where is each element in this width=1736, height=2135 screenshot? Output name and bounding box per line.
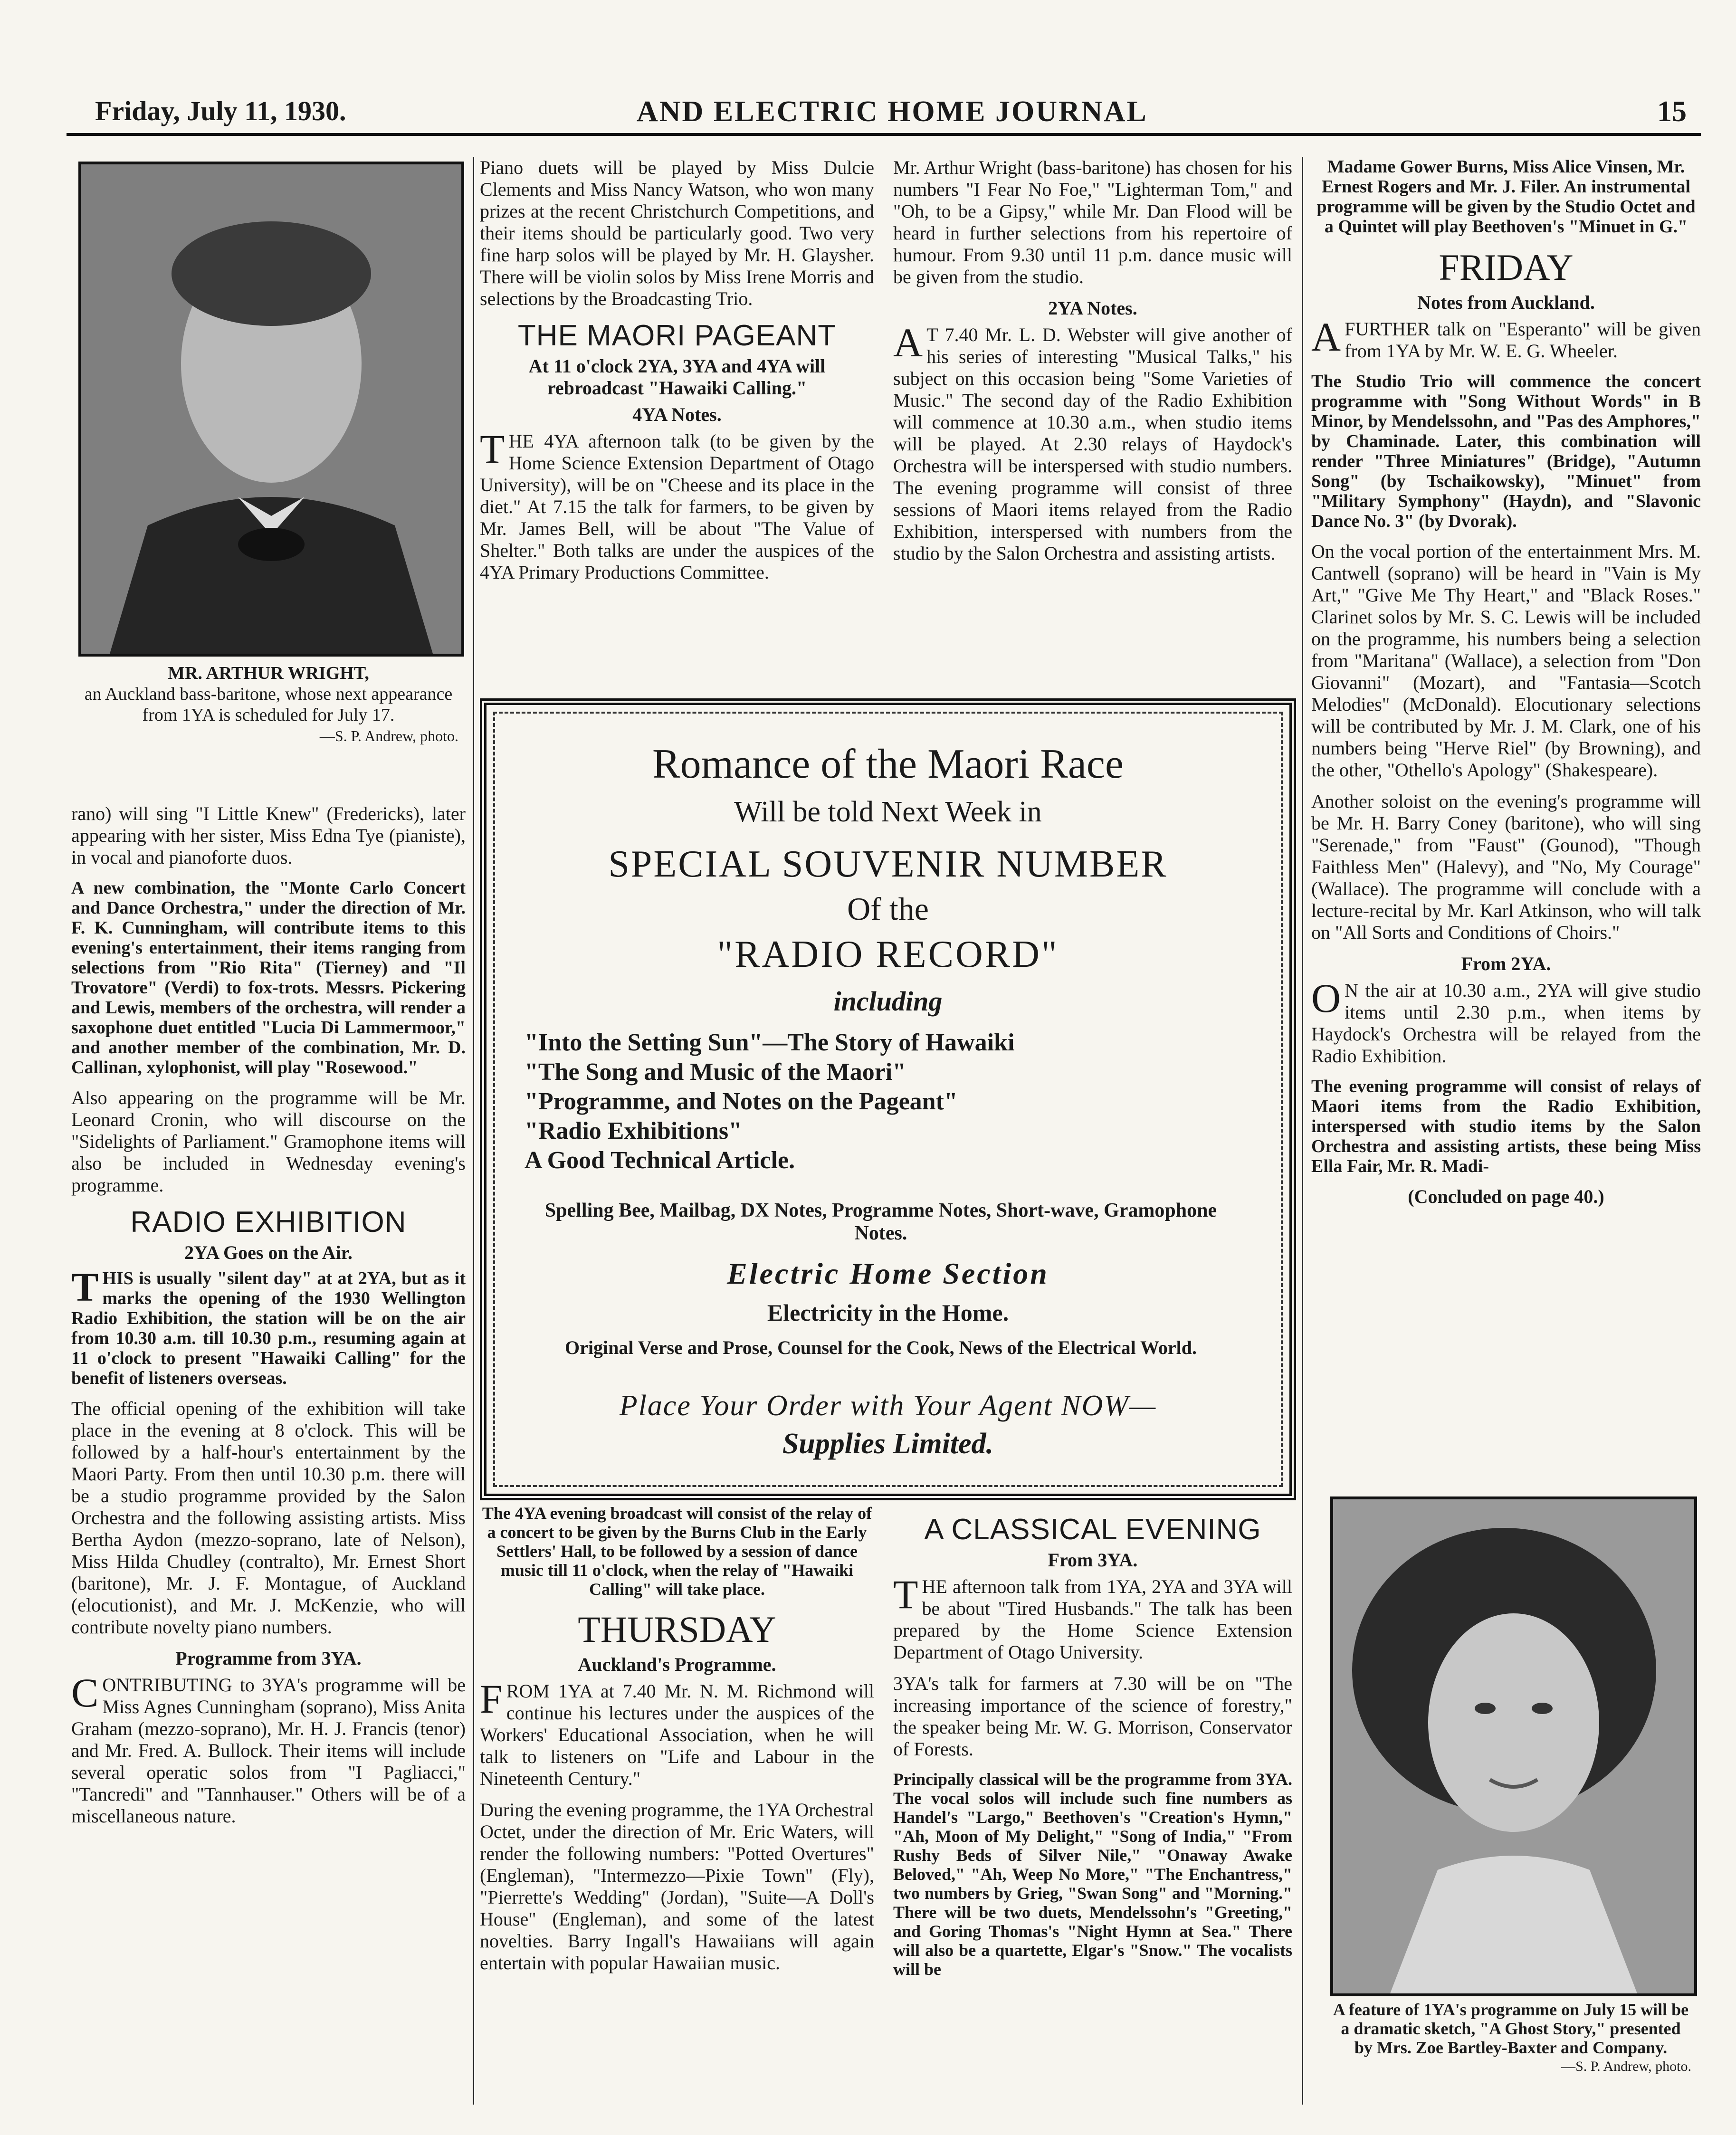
portrait-zoe-bartley-baxter [1330, 1496, 1697, 1996]
column-rule [473, 157, 474, 2105]
issue-date: Friday, July 11, 1930. [95, 95, 346, 126]
column-3-top [893, 157, 1292, 574]
portrait-arthur-wright [78, 162, 464, 657]
paragraph: Madame Gower Burns, Miss Alice Vinsen, Mr. Ernest Rogers and Mr. J. Filer. An instrumental programme will be given by the Studio Octet and a Quintet will play Beethoven's "Minuet in G." [1316, 157, 1696, 237]
subheading: 2YA Notes. [1048, 297, 1137, 319]
paragraph: THE 4YA afternoon talk (to be given by the Home Science Extension Department of Otago University), will be on "Cheese and its place in the diet." At 7.15 the talk for farmers, to be given by Mr. James Bell, will be about "The Value of Shelter." Both talks are under the auspices of the 4YA Primary Productions Committee. [480, 426, 874, 583]
caption-text: an Auckland bass-baritone, whose next appearance from 1YA is scheduled for July 17. [84, 684, 453, 725]
column-3-bottom [893, 1513, 1292, 1988]
caption-name: MR. ARTHUR WRIGHT, [168, 663, 369, 683]
portrait-image [1333, 1499, 1694, 1993]
ad-of-the: Of the [847, 891, 929, 927]
ad-order-line: Place Your Order with Your Agent NOW— [619, 1390, 1157, 1422]
subheading: From 3YA. [1048, 1549, 1138, 1571]
paragraph: CONTRIBUTING to 3YA's programme will be Miss Agnes Cunningham (soprano), Miss Anita Graham (mezzo-soprano), Mr. H. J. Francis (tenor) and Mr. Fred. A. Bullock. Their items will include several operatic solos from "I Pagliacci," "Tancredi" and "Tannhauser." Others will be of a miscellaneous nature. [71, 1670, 466, 1827]
ad-item: "Radio Exhibitions" [525, 1117, 742, 1144]
column-1 [71, 803, 466, 1837]
paragraph: 3YA's talk for farmers at 7.30 will be on "The increasing importance of the science of forestry," the speaker being Mr. W. G. Morrison, Conservator of Forests. [893, 1673, 1292, 1760]
ad-radio-record: "RADIO RECORD" [717, 934, 1059, 975]
continuation-note: (Concluded on page 40.) [1408, 1186, 1604, 1207]
paragraph: THE afternoon talk from 1YA, 2YA and 3YA will be about "Tired Husbands." The talk has been prepared by the Home Science Extension Department of Otago University. [893, 1572, 1292, 1663]
subheading: Auckland's Programme. [578, 1654, 776, 1675]
ad-contents-list [525, 1028, 1237, 1175]
section-heading: RADIO EXHIBITION [130, 1206, 407, 1239]
paragraph: The Studio Trio will commence the concert programme with "Song Without Words" in B Minor, by Mendelssohn, and "Pas des Amphores," by Chaminade. Later, this combination will render "Three Miniatures" (Bridge), "Autumn Song" (by Tschaikowsky), "Minuet" from "Military Symphony" (Haydn), and "Slavonic Dance No. 3" (by Dvorak). [1311, 372, 1701, 531]
subheading: At 11 o'clock 2YA, 3YA and 4YA will rebroadcast "Hawaiki Calling." [528, 355, 826, 399]
subheading: Programme from 3YA. [175, 1648, 362, 1669]
paragraph: Piano duets will be played by Miss Dulcie Clements and Miss Nancy Watson, who won many prizes at the recent Christchurch Competitions, and their items should be particularly good. Two very fine harp solos will be played by Mr. H. Glaysher. There will be violin solos by Miss Irene Morris and selections by the Broadcasting Trio. [480, 157, 874, 309]
paragraph: The evening programme will consist of relays of Maori items from the Radio Exhibition, interspersed with studio items by the Salon Orchestra and assisting artists, these being Miss Ella Fair, Mr. R. Madi- [1311, 1077, 1701, 1176]
section-heading: FRIDAY [1439, 247, 1574, 288]
paragraph: Another soloist on the evening's programme will be Mr. H. Barry Coney (baritone), who will sing "Serenade," from "Faust" (Gounod), "Though Faithless Men" (Halevy), and "No, My Courage" (Wallace). The programme will conclude with a lecture-recital by Mr. Karl Atkinson, who will talk on "All Sorts and Conditions of Choirs." [1311, 791, 1701, 943]
paragraph: FROM 1YA at 7.40 Mr. N. M. Richmond will continue his lectures under the auspices of the Workers' Educational Association, when he will talk to listeners on "Life and Labour in the Nineteenth Century." [480, 1676, 874, 1789]
ad-electric-home-section: Electric Home Section [727, 1257, 1049, 1290]
ad-item: A Good Technical Article. [525, 1147, 795, 1174]
section-heading: THURSDAY [578, 1609, 776, 1650]
ad-including: including [833, 986, 943, 1017]
page-number: 15 [1657, 95, 1687, 128]
paragraph: Principally classical will be the programme from 3YA. The vocal solos will include such fine numbers as Handel's "Largo," Beethoven's "Creation's Hymn," "Ah, Moon of My Delight," "Song of India," "From Rushy Beds of Silver Nile," "Onaway Awake Beloved," "Ah, Weep No More," "The Enchantress," two numbers by Grieg, "Swan Song" and "Morning." There will be two duets, Mendelssohn's "Greeting," and Goring Thomas's "Night Hymn at Sea." There will also be a quartette, Elgar's "Snow." The vocalists will be [893, 1770, 1292, 1979]
paragraph: The 4YA evening broadcast will consist of the relay of a concert to be given by the Burns Club in the Early Settlers' Hall, to be followed by a session of dance music till 11 o'clock, when the relay of "Hawaiki Calling" will take place. [482, 1504, 872, 1599]
right-photo-caption [1330, 2000, 1691, 2076]
souvenir-number-advertisement [480, 698, 1296, 1500]
ad-supplies-line: Supplies Limited. [782, 1428, 994, 1460]
subheading: From 2YA. [1461, 953, 1551, 974]
subheading: 4YA Notes. [632, 404, 722, 425]
page-header [67, 90, 1701, 136]
ad-special-number: SPECIAL SOUVENIR NUMBER [608, 843, 1168, 885]
journal-title: AND ELECTRIC HOME JOURNAL [637, 95, 1148, 128]
subheading: 2YA Goes on the Air. [184, 1242, 353, 1263]
column-rule [1302, 157, 1303, 2105]
ad-item: "Programme, and Notes on the Pageant" [525, 1088, 958, 1115]
paragraph: AFURTHER talk on "Esperanto" will be given from 1YA by Mr. W. E. G. Wheeler. [1311, 314, 1701, 362]
caption-text: A feature of 1YA's programme on July 15 will be a dramatic sketch, "A Ghost Story," presented by Mrs. Zoe Bartley-Baxter and Company. [1333, 2000, 1689, 2057]
ad-item: "Into the Setting Sun"—The Story of Hawaiki [525, 1029, 1015, 1056]
paragraph: Also appearing on the programme will be Mr. Leonard Cronin, who will discourse on the "Sidelights of Parliament." Gramophone items will also be included in Wednesday evening's programme. [71, 1087, 466, 1196]
portrait-image [81, 164, 461, 654]
ad-verse: Original Verse and Prose, Counsel for the Cook, News of the Electrical World. [565, 1337, 1197, 1358]
paragraph: rano) will sing "I Little Knew" (Fredericks), later appearing with her sister, Miss Edna Tye (pianiste), in vocal and pianoforte duos. [71, 803, 466, 868]
paragraph: On the vocal portion of the entertainment Mrs. M. Cantwell (soprano) will be heard in "Vain is My Art," "Give Me Thy Heart," and "Black Roses." Clarinet solos by Mr. S. C. Lewis will be included on the programme, his numbers being a selection from "Maritana" (Wallace), a selection from "Don Giovanni" (Mozart), and "Fantasia—Scotch Melodies" (McDonald). Elocutionary selections will be contributed by Mr. J. M. Clark, one of his numbers being "Herve Riel" (by Browning), and the other, "Othello's Apology" (Shakespeare). [1311, 541, 1701, 781]
paragraph: A new combination, the "Monte Carlo Concert and Dance Orchestra," under the direction of Mr. F. K. Cunningham, will contribute items to this evening's entertainment, their items ranging from selections from "Rio Rita" (Tierney) and "Il Trovatore" (Verdi) to fox-trots. Messrs. Pickering and Lewis, members of the orchestra, will render a saxophone duet entitled "Lucia Di Lammermoor," and another member of the combination, Mr. D. Callinan, xylophonist, will play "Rosewood." [71, 878, 466, 1077]
ad-subline: Will be told Next Week in [734, 796, 1042, 828]
column-2-bottom [480, 1504, 874, 1983]
ad-item: "The Song and Music of the Maori" [525, 1058, 906, 1086]
subheading: Notes from Auckland. [1417, 292, 1595, 313]
photo-credit: —S. P. Andrew, photo. [319, 727, 458, 744]
column-2-top [480, 157, 874, 593]
paragraph: THIS is usually "silent day" at at 2YA, but as it marks the opening of the 1930 Wellington Radio Exhibition, the station will be on the air from 10.30 a.m. till 10.30 p.m., resuming again at 11 o'clock to present "Hawaiki Calling" for the benefit of listeners overseas. [71, 1264, 466, 1388]
section-heading: THE MAORI PAGEANT [517, 319, 837, 352]
paragraph: ON the air at 10.30 a.m., 2YA will give studio items until 2.30 p.m., when items by Haydock's Orchestra will be relayed from the Radio Exhibition. [1311, 975, 1701, 1067]
ad-electricity: Electricity in the Home. [767, 1299, 1009, 1326]
photo-credit: —S. P. Andrew, photo. [1561, 2059, 1691, 2074]
left-photo-caption [78, 663, 458, 746]
paragraph: Mr. Arthur Wright (bass-baritone) has chosen for his numbers "I Fear No Foe," "Lighterman Tom," and "Oh, to be a Gipsy," while Mr. Dan Flood will be heard in further selections from his repertoire of humour. From 9.30 until 11 p.m. dance music will be given from the studio. [893, 157, 1292, 287]
paragraph: AT 7.40 Mr. L. D. Webster will give another of his series of interesting "Musical Talks," his subject on this occasion being "Some Varieties of Music." The second day of the Radio Exhibition will commence at 10.30 a.m., when studio items will be played. At 2.30 relays of Haydock's Orchestra will be interspersed with studio numbers. The evening programme will consist of three sessions of Maori items relayed from the Radio Exhibition, interspersed with numbers from the studio by the Salon Orchestra and assisting artists. [893, 320, 1292, 564]
ad-headline: Romance of the Maori Race [652, 741, 1124, 787]
ad-extras: Spelling Bee, Mailbag, DX Notes, Programme Notes, Short-wave, Gramophone Notes. [544, 1200, 1217, 1244]
paragraph: During the evening programme, the 1YA Orchestral Octet, under the direction of Mr. Eric Waters, will render the following numbers: "Potted Overtures" (Engleman), "Intermezzo—Pixie Town" (Fly), "Pierrette's Wedding" (Jordan), "Suite—A Doll's House" (Engleman), and some of the latest novelties. Barry Ingall's Hawaiians will again entertain with popular Hawaiian music. [480, 1799, 874, 1973]
paragraph: The official opening of the exhibition will take place in the evening at 8 o'clock. This will be followed by a half-hour's entertainment by the Maori Party. From then until 10.30 p.m. there will be a studio programme provided by the Salon Orchestra and the following assisting artists. Miss Bertha Aydon (mezzo-soprano, late of Nelson), Miss Hilda Chudley (contralto), Mr. Ernest Short (baritone), Mr. J. F. Montague, of Auckland (elocutionist), and Mr. J. McKenzie, who will contribute novelty piano numbers. [71, 1398, 466, 1638]
section-heading: A CLASSICAL EVENING [924, 1513, 1261, 1546]
column-4 [1311, 157, 1701, 1212]
